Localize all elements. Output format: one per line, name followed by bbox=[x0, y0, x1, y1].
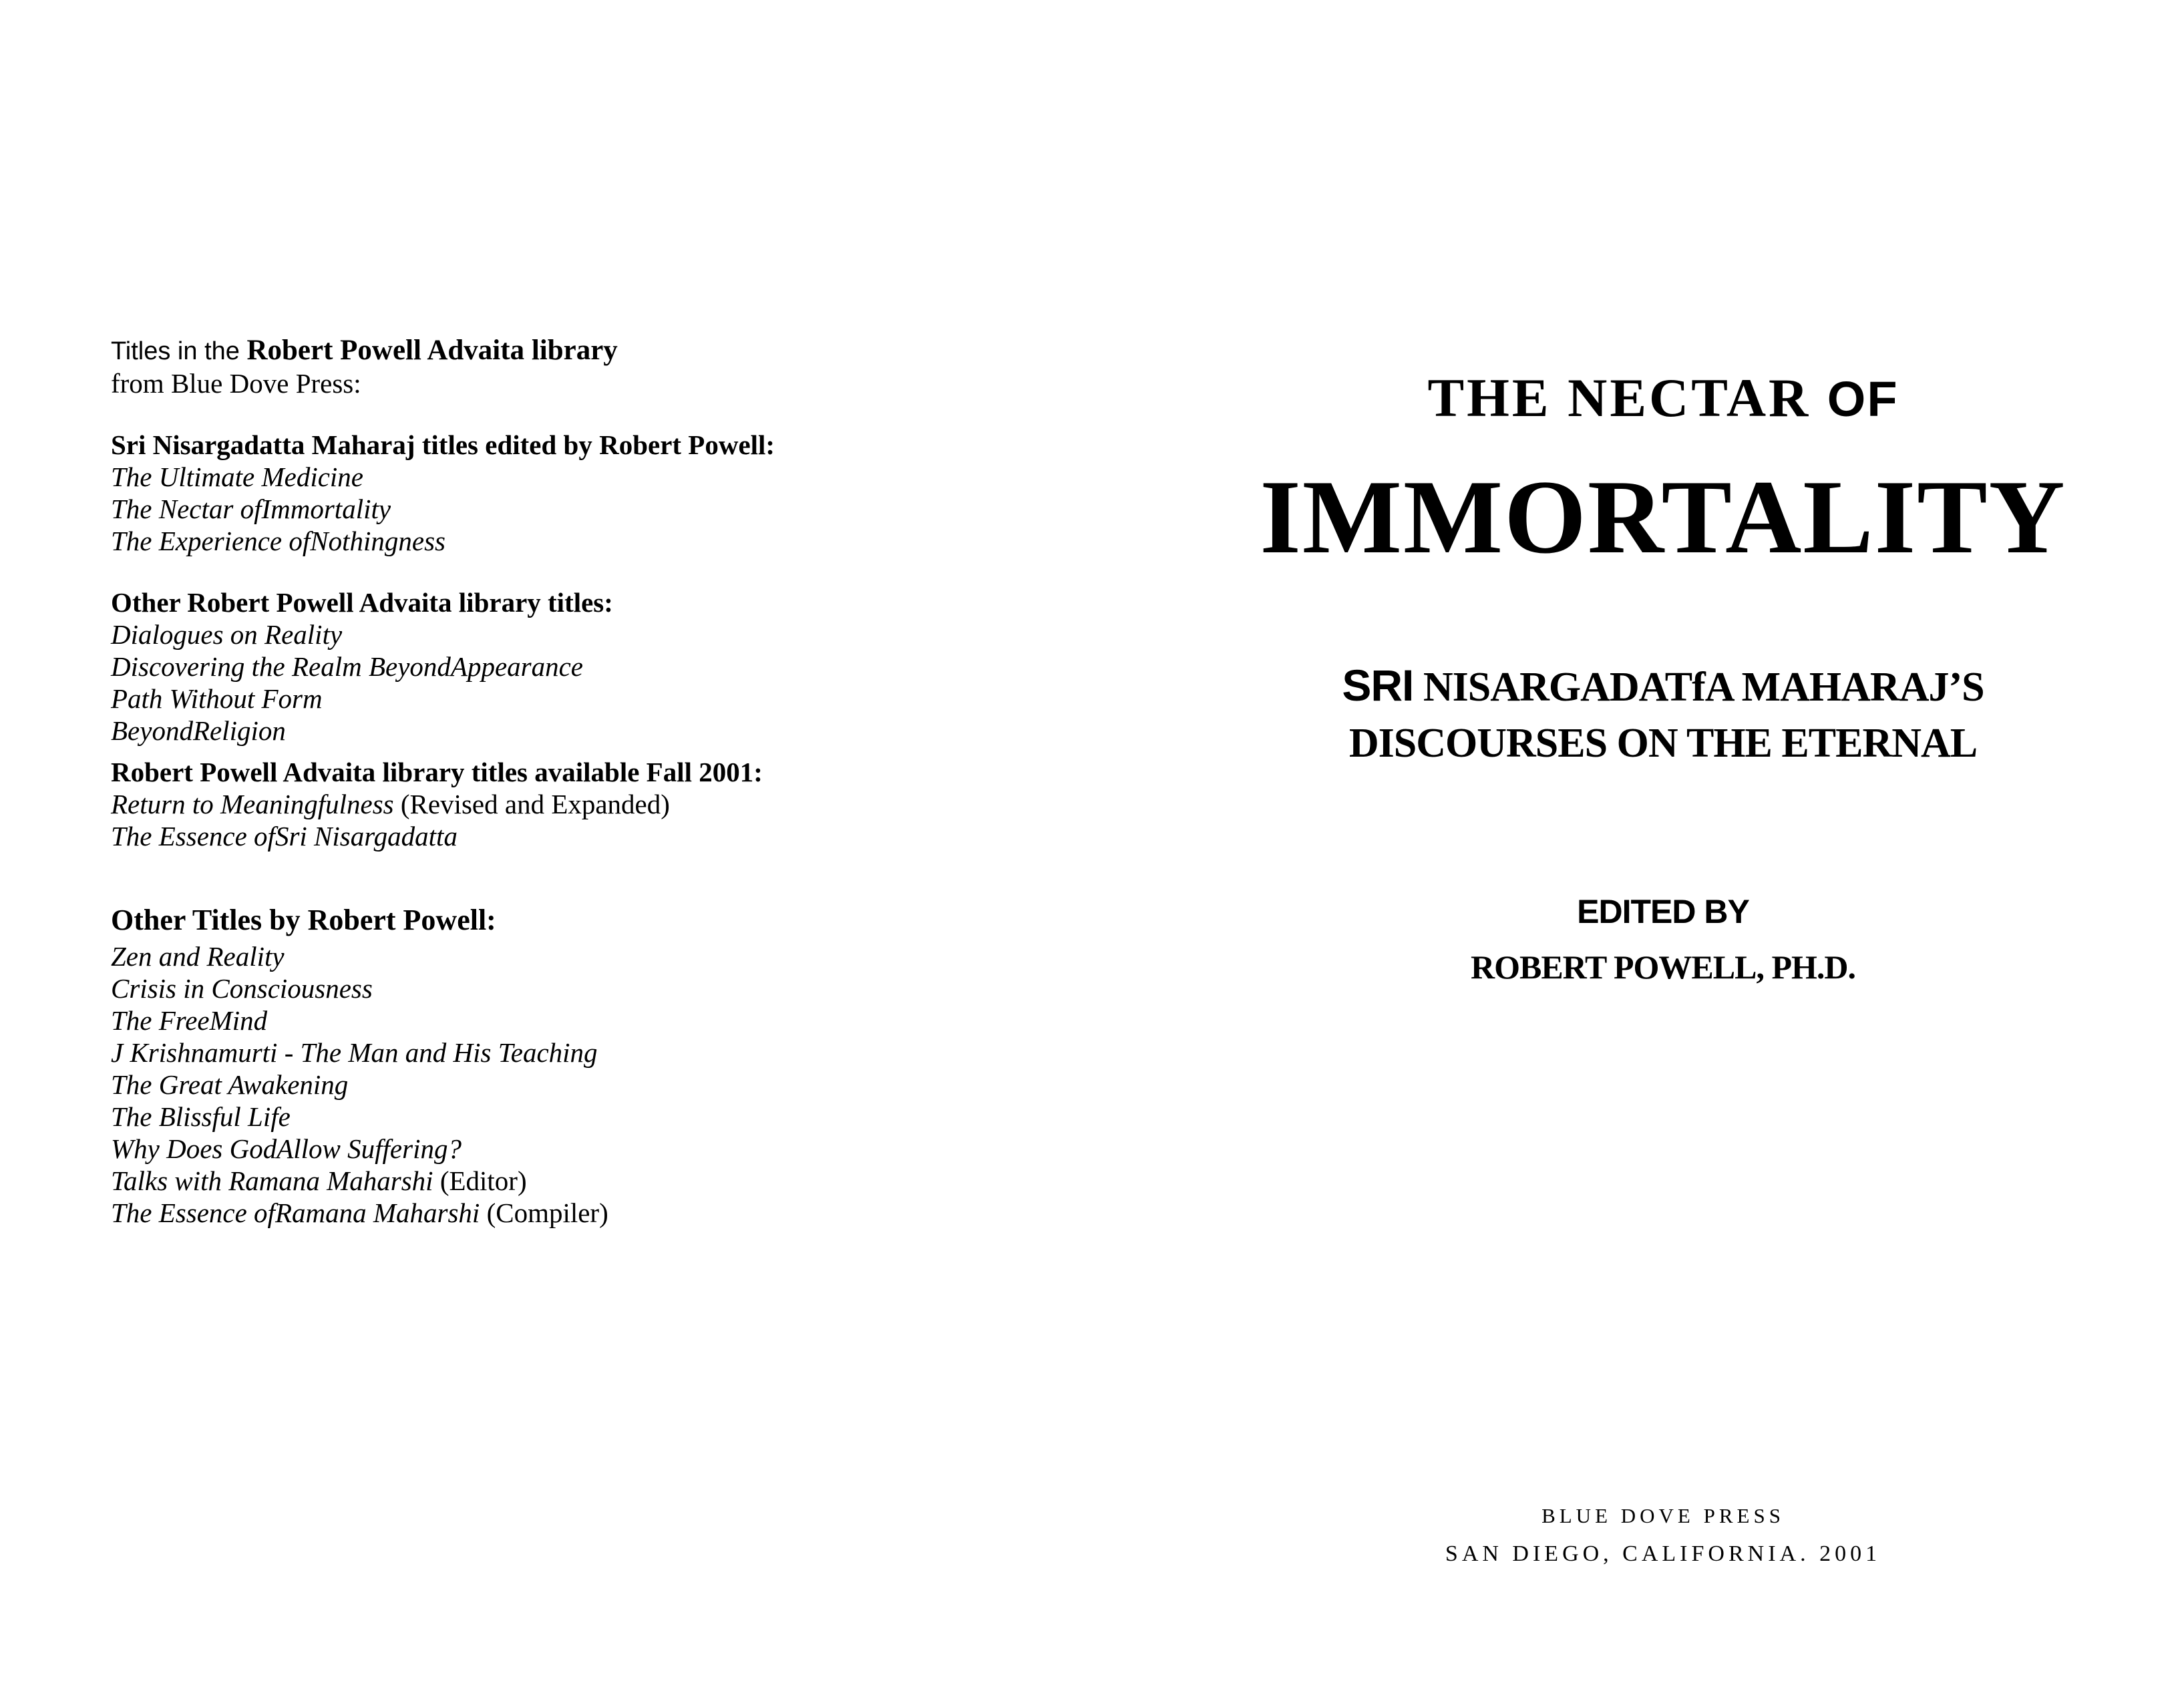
section-heading: Robert Powell Advaita library titles available Fall 2001: bbox=[111, 757, 763, 787]
intro-line-1 bbox=[111, 334, 1079, 367]
title-top-main: THE NECTAR bbox=[1427, 367, 1827, 428]
title-list bbox=[111, 461, 1079, 557]
subtitle-sri: SRI bbox=[1342, 660, 1414, 710]
subtitle-line-2: DISCOURSES ON THE ETERNAL bbox=[1348, 721, 1978, 766]
subtitle-line-1-rest: NISARGADATfA MAHARAJ’S bbox=[1413, 665, 1984, 710]
book-title: Path Without Form bbox=[111, 683, 323, 714]
book-note: (Editor) bbox=[433, 1165, 527, 1196]
list-item bbox=[111, 1069, 1079, 1101]
book-note: (Compiler) bbox=[480, 1197, 608, 1228]
section-other-advaita-titles bbox=[111, 586, 1079, 747]
title-top-of: OF bbox=[1827, 371, 1899, 427]
title-list bbox=[111, 788, 1079, 852]
book-title: The Experience ofNothingness bbox=[111, 526, 446, 556]
edited-by-label: EDITED BY bbox=[1577, 893, 1749, 930]
list-item bbox=[111, 493, 1079, 525]
intro-block bbox=[111, 334, 1079, 399]
publisher-name: BLUE DOVE PRESS bbox=[1541, 1504, 1785, 1527]
list-item bbox=[111, 1165, 1079, 1197]
book-title: The Essence ofRamana Maharshi bbox=[111, 1197, 480, 1228]
book-note: (Revised and Expanded) bbox=[393, 789, 670, 819]
list-item bbox=[111, 820, 1079, 852]
list-item bbox=[111, 1004, 1079, 1036]
right-page-title-page bbox=[1216, 0, 2111, 1701]
list-item bbox=[111, 683, 1079, 715]
book-title: Crisis in Consciousness bbox=[111, 973, 373, 1004]
section-other-powell-titles bbox=[111, 904, 1079, 1229]
library-name: Robert Powell Advaita library bbox=[246, 335, 618, 366]
book-title: The Essence ofSri Nisargadatta bbox=[111, 821, 458, 852]
title-top-line bbox=[1216, 366, 2111, 431]
intro-line-2: from Blue Dove Press: bbox=[111, 368, 361, 399]
list-item bbox=[111, 1133, 1079, 1165]
title-list bbox=[111, 940, 1079, 1229]
list-item bbox=[111, 650, 1079, 683]
section-heading: Other Robert Powell Advaita library titles: bbox=[111, 587, 613, 618]
book-title: Why Does GodAllow Suffering? bbox=[111, 1133, 462, 1164]
section-fall-2001-titles bbox=[111, 756, 1079, 852]
section-nisargadatta-titles bbox=[111, 429, 1079, 557]
list-item bbox=[111, 788, 1079, 820]
list-item bbox=[111, 461, 1079, 493]
book-title: Dialogues on Reality bbox=[111, 619, 343, 650]
book-title-main: IMMORTALITY bbox=[1260, 459, 2066, 576]
book-title: Talks with Ramana Maharshi bbox=[111, 1165, 433, 1196]
book-title: The Great Awakening bbox=[111, 1069, 349, 1100]
list-item bbox=[111, 972, 1079, 1004]
publisher-place-year: SAN DIEGO, CALIFORNIA. 2001 bbox=[1445, 1541, 1881, 1566]
section-heading: Sri Nisargadatta Maharaj titles edited by Robert Powell: bbox=[111, 429, 775, 460]
list-item bbox=[111, 715, 1079, 747]
book-title: The Blissful Life bbox=[111, 1101, 291, 1132]
title-list bbox=[111, 618, 1079, 747]
book-title: The FreeMind bbox=[111, 1005, 268, 1036]
book-title: Discovering the Realm BeyondAppearance bbox=[111, 651, 584, 682]
book-title: BeyondReligion bbox=[111, 715, 286, 746]
list-item bbox=[111, 525, 1079, 557]
left-page-title-list bbox=[111, 334, 1079, 1229]
book-title: J Krishnamurti - The Man and His Teaching bbox=[111, 1037, 598, 1068]
list-item bbox=[111, 618, 1079, 650]
list-item bbox=[111, 940, 1079, 972]
list-item bbox=[111, 1036, 1079, 1069]
book-title: The Ultimate Medicine bbox=[111, 461, 364, 492]
book-title: Return to Meaningfulness bbox=[111, 789, 394, 819]
intro-lead-text: Titles in the bbox=[111, 337, 247, 365]
section-heading: Other Titles by Robert Powell: bbox=[111, 904, 496, 936]
subtitle-line-1 bbox=[1216, 661, 2111, 711]
book-title: Zen and Reality bbox=[111, 941, 285, 972]
list-item bbox=[111, 1101, 1079, 1133]
editor-name: ROBERT POWELL, PH.D. bbox=[1470, 948, 1856, 986]
list-item bbox=[111, 1197, 1079, 1229]
book-title: The Nectar ofImmortality bbox=[111, 494, 391, 524]
